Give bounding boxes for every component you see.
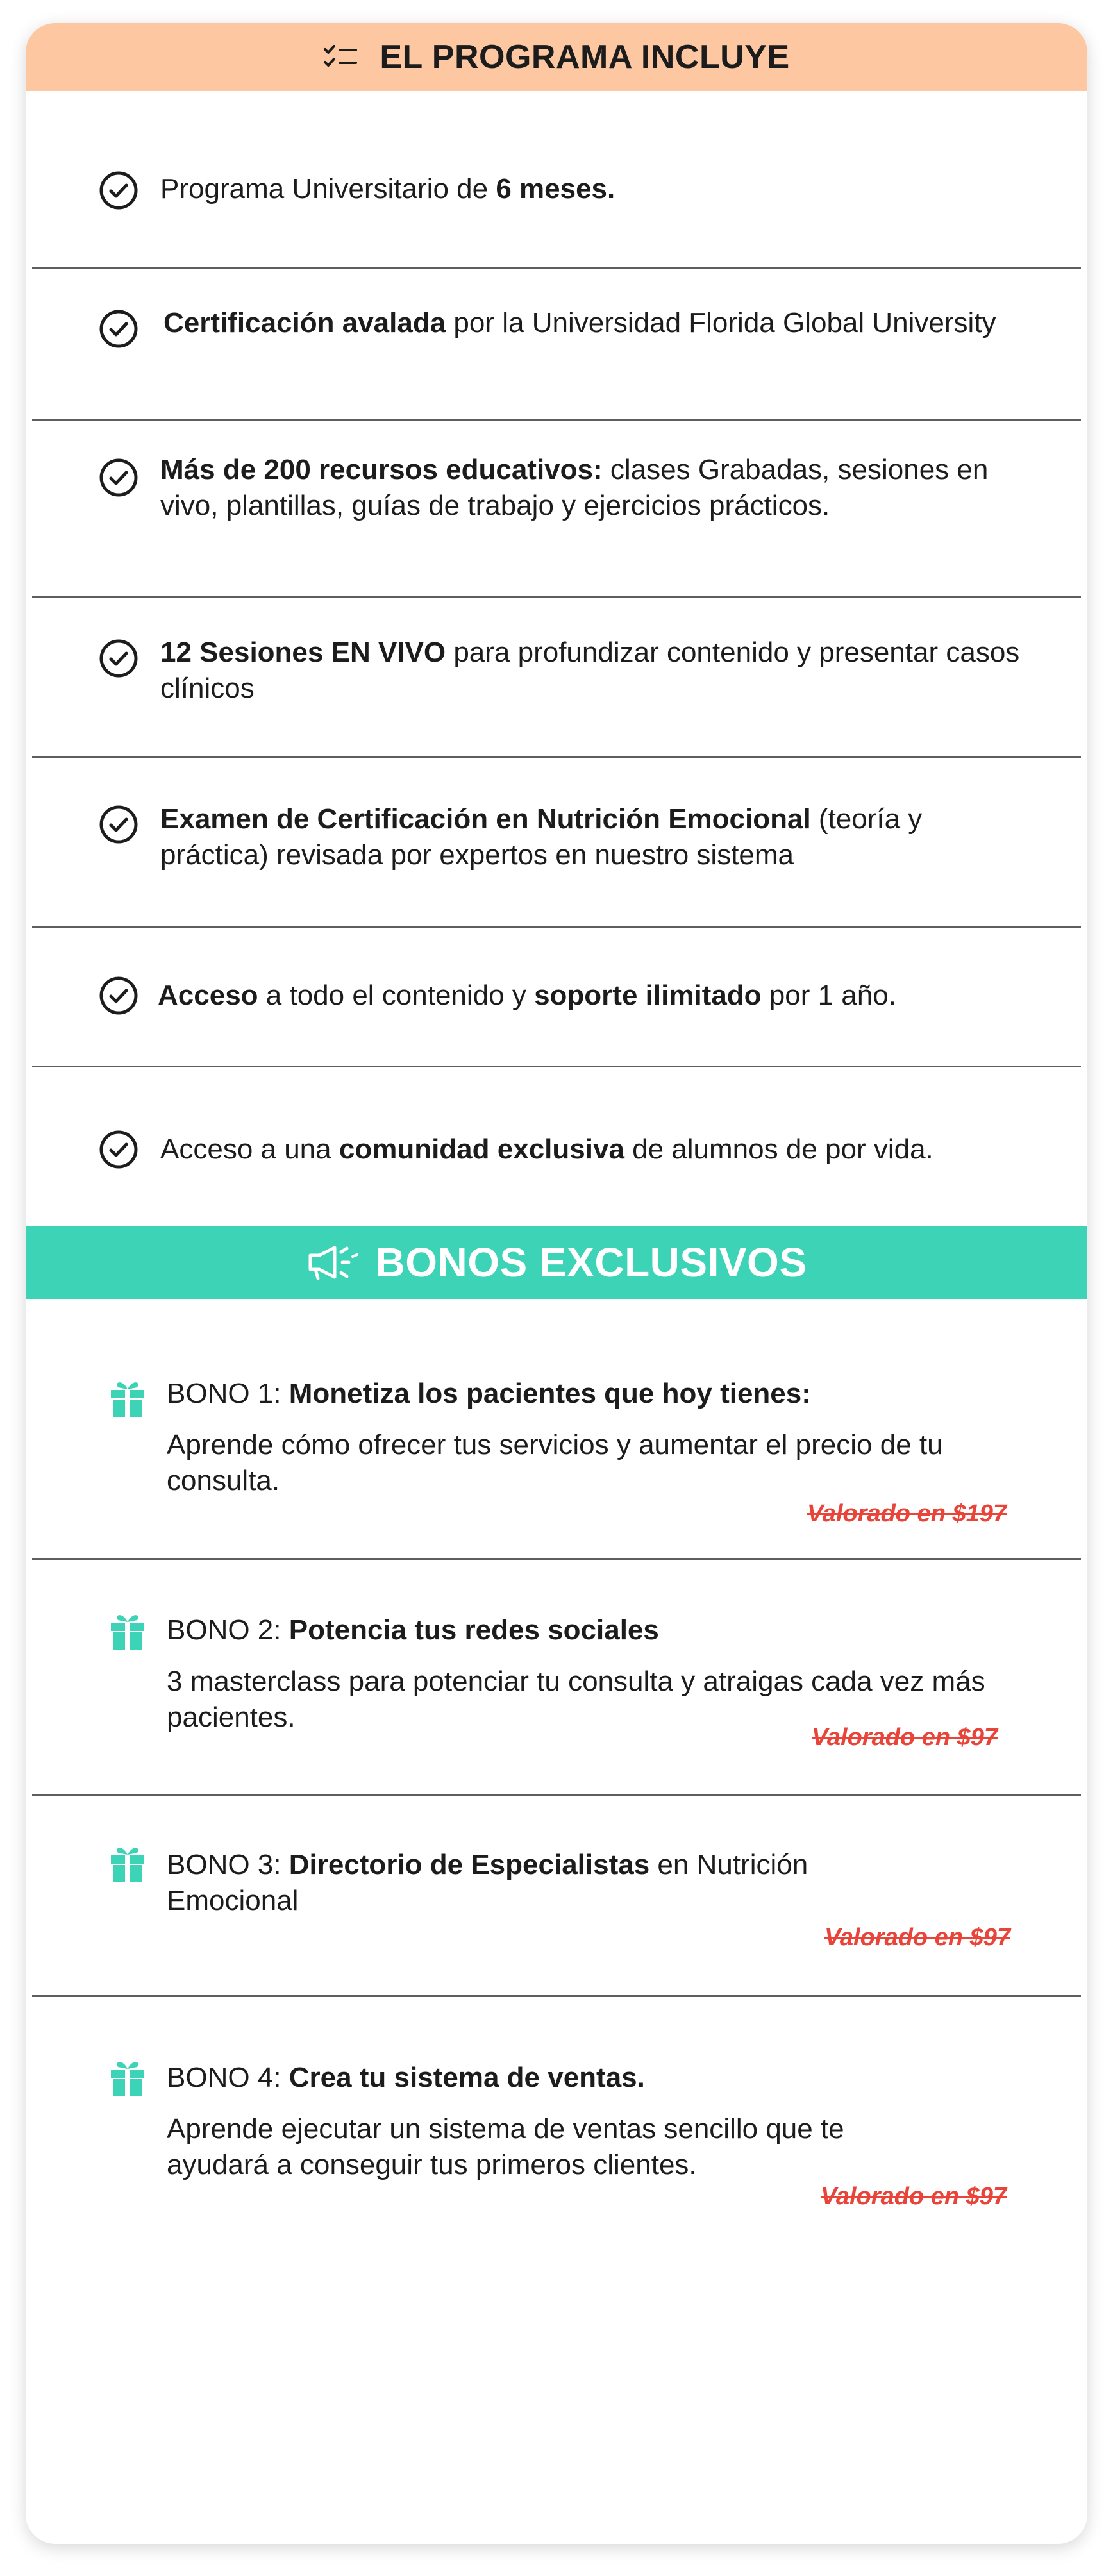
bonus-item-description: Aprende cómo ofrecer tus servicios y aumentar el precio de tu consulta. (167, 1429, 943, 1496)
gift-icon (109, 1844, 146, 1884)
bonus-item-price: Valorado en $97 (824, 1924, 1010, 1951)
program-header (26, 23, 1087, 91)
bonus-item (32, 1299, 1081, 1560)
bonus-item (32, 1796, 1081, 1997)
bonus-item-title: BONO 3: Directorio de Especialistas en Nutrición Emocional (167, 1849, 808, 1916)
bonus-item-description: 3 masterclass para potenciar tu consulta y atraigas cada vez más pacientes. (167, 1666, 985, 1733)
bonus-item-title: BONO 1: Monetiza los pacientes que hoy tienes: (167, 1378, 811, 1409)
program-item (32, 91, 1081, 269)
gift-icon (109, 1611, 146, 1651)
bonus-item-title: BONO 2: Potencia tus redes sociales (167, 1614, 659, 1646)
check-circle-icon (99, 976, 138, 1016)
program-item-text: Acceso a una comunidad exclusiva de alumnos de por vida. (160, 1133, 933, 1165)
program-item (32, 1067, 1081, 1226)
bonus-item (32, 1997, 1081, 2318)
program-item-text: Programa Universitario de 6 meses. (160, 173, 615, 205)
gift-icon (109, 2058, 146, 2098)
program-card (26, 23, 1087, 2544)
program-item (32, 269, 1081, 421)
bonus-title: BONOS EXCLUSIVOS (375, 1239, 807, 1285)
program-item-text: Acceso a todo el contenido y soporte ilimitado por 1 año. (158, 980, 896, 1011)
program-item (32, 758, 1081, 928)
bonus-header (26, 1226, 1087, 1299)
program-item (32, 598, 1081, 758)
program-item-text: 12 Sesiones EN VIVO para profundizar contenido y presentar casos clínicos (160, 637, 1020, 704)
bonus-item-description: Aprende ejecutar un sistema de ventas sencillo que te ayudará a conseguir tus primeros clientes. (167, 2113, 844, 2180)
check-circle-icon (99, 458, 138, 498)
megaphone-icon (306, 1244, 360, 1281)
check-circle-icon (99, 1130, 138, 1169)
check-circle-icon (99, 309, 138, 349)
checklist-icon (323, 44, 358, 70)
check-circle-icon (99, 805, 138, 844)
program-item-text: Examen de Certificación en Nutrición Emocional (teoría y práctica) revisada por expertos en nuestro sistema (160, 803, 923, 871)
check-circle-icon (99, 639, 138, 678)
program-item (32, 421, 1081, 598)
program-title: EL PROGRAMA INCLUYE (380, 38, 790, 76)
bonus-item (32, 1560, 1081, 1796)
check-circle-icon (99, 171, 138, 210)
gift-icon (109, 1378, 146, 1418)
bonus-item-price: Valorado en $197 (807, 1500, 1007, 1527)
program-item-text: Más de 200 recursos educativos: clases Grabadas, sesiones en vivo, plantillas, guías de trabajo y ejercicios prácticos. (160, 454, 989, 521)
program-item-text: Certificación avalada por la Universidad Florida Global University (163, 307, 996, 339)
bonus-item-title: BONO 4: Crea tu sistema de ventas. (167, 2062, 645, 2093)
program-item (32, 928, 1081, 1067)
bonus-item-price: Valorado en $97 (820, 2183, 1007, 2210)
bonus-item-price: Valorado en $97 (811, 1724, 998, 1751)
